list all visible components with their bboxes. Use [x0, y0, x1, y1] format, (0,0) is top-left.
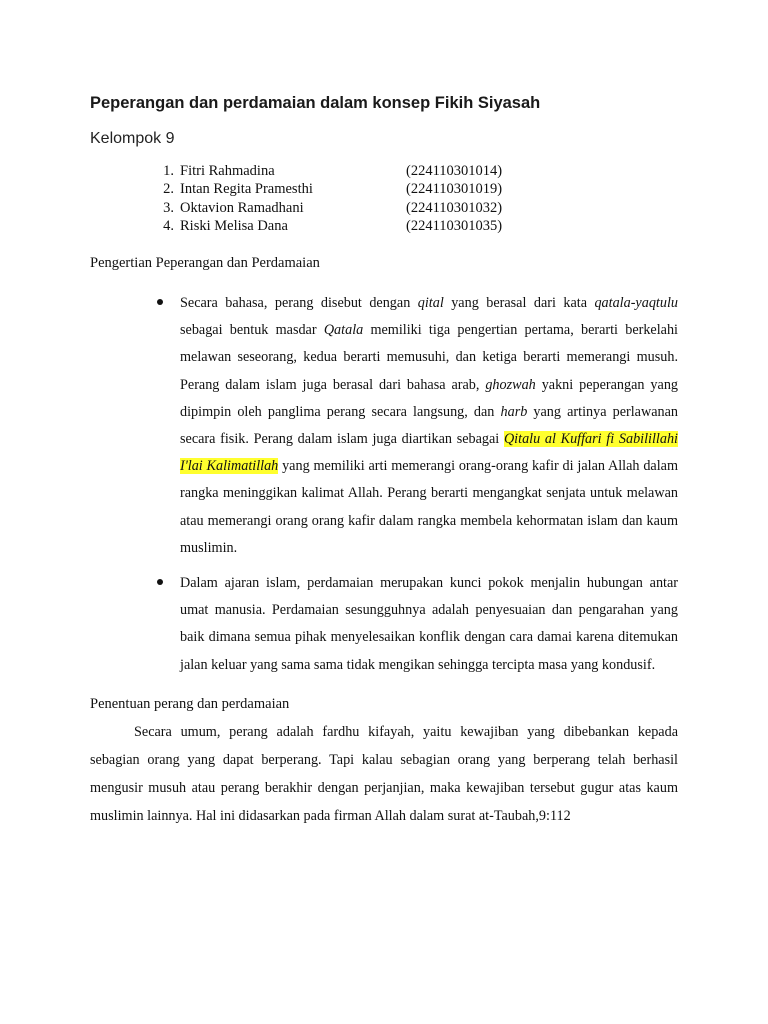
- bullet-dot-icon: [157, 299, 163, 305]
- member-id: (224110301019): [406, 181, 503, 198]
- member-name: Riski Melisa Dana: [180, 217, 288, 234]
- member-id: (224110301035): [406, 217, 503, 234]
- member-number: 1.: [163, 163, 174, 179]
- document-title: Peperangan dan perdamaian dalam konsep Fikih Siyasah: [90, 94, 541, 112]
- member-list: [158, 162, 558, 235]
- section-heading-determination: Penentuan perang dan perdamaian: [90, 696, 290, 712]
- group-label: Kelompok 9: [90, 130, 175, 147]
- member-item: [158, 199, 558, 217]
- bullet-text-peace: Dalam ajaran islam, perdamaian merupakan kunci pokok menjalin hubungan antar umat manusia. Perdamaian sesungguhnya adalah penyesuaian dan pengarahan yang baik dimana semua pihak menyelesaikan konflik dengan cara damai karena ditemukan jalan keluar yang sama sama tidak mengikan sehingga tercipta masa yang kondusif.: [180, 575, 678, 673]
- member-item: [158, 180, 558, 198]
- body-paragraph: Secara umum, perang adalah fardhu kifayah, yaitu kewajiban yang dibebankan kepada sebagian orang yang dapat berperang. Tapi kalau sebagian orang yang berperang telah berhasil mengusir musuh atau perang berakhir dengan perjanjian, maka kewajiban tersebut gugur atas kaum muslimin lainnya. Hal ini didasarkan pada firman Allah dalam surat at-Taubah,9:112: [90, 724, 678, 824]
- member-item: [158, 217, 558, 235]
- bullet-text-war: Secara bahasa, perang disebut dengan qital yang berasal dari kata qatala-yaqtulu sebagai bentuk masdar Qatala memiliki tiga pengertian pertama, berarti berkelahi melawan seseorang, kedua berarti memusuhi, dan ketiga berarti memerangi musuh. Perang dalam islam juga berasal dari bahasa arab, ghozwah yakni peperangan yang dipimpin oleh panglima perang secara langsung, dan harb yang artinya perlawanan secara fisik. Perang dalam islam juga diartikan sebagai Qitalu al Kuffari fi Sabilillahi I'lai Kalimatillah yang memiliki arti memerangi orang-orang kafir di jalan Allah dalam rangka meninggikan kalimat Allah. Perang berarti mengangkat senjata untuk melawan atau memerangi orang orang kafir dalam rangka membela kehormatan islam dan kaum muslimin.: [180, 295, 679, 556]
- member-number: 4.: [163, 217, 174, 234]
- definition-bullet-list: [150, 290, 678, 687]
- member-item: [158, 162, 558, 180]
- bullet-dot-icon: [157, 579, 163, 585]
- member-name: Fitri Rahmadina: [180, 163, 275, 179]
- highlighted-phrase: Qitalu al Kuffari fi Sabilillahi I'lai Kalimatillah: [180, 431, 678, 475]
- member-number: 3.: [163, 199, 174, 216]
- member-number: 2.: [163, 181, 174, 198]
- member-id: (224110301014): [406, 163, 503, 179]
- member-id: (224110301032): [406, 199, 503, 216]
- section-heading-definition: Pengertian Peperangan dan Perdamaian: [90, 255, 320, 271]
- bullet-item-peace: [150, 570, 678, 679]
- bullet-item-war: [150, 290, 678, 562]
- member-name: Oktavion Ramadhani: [180, 199, 304, 216]
- member-name: Intan Regita Pramesthi: [180, 181, 313, 198]
